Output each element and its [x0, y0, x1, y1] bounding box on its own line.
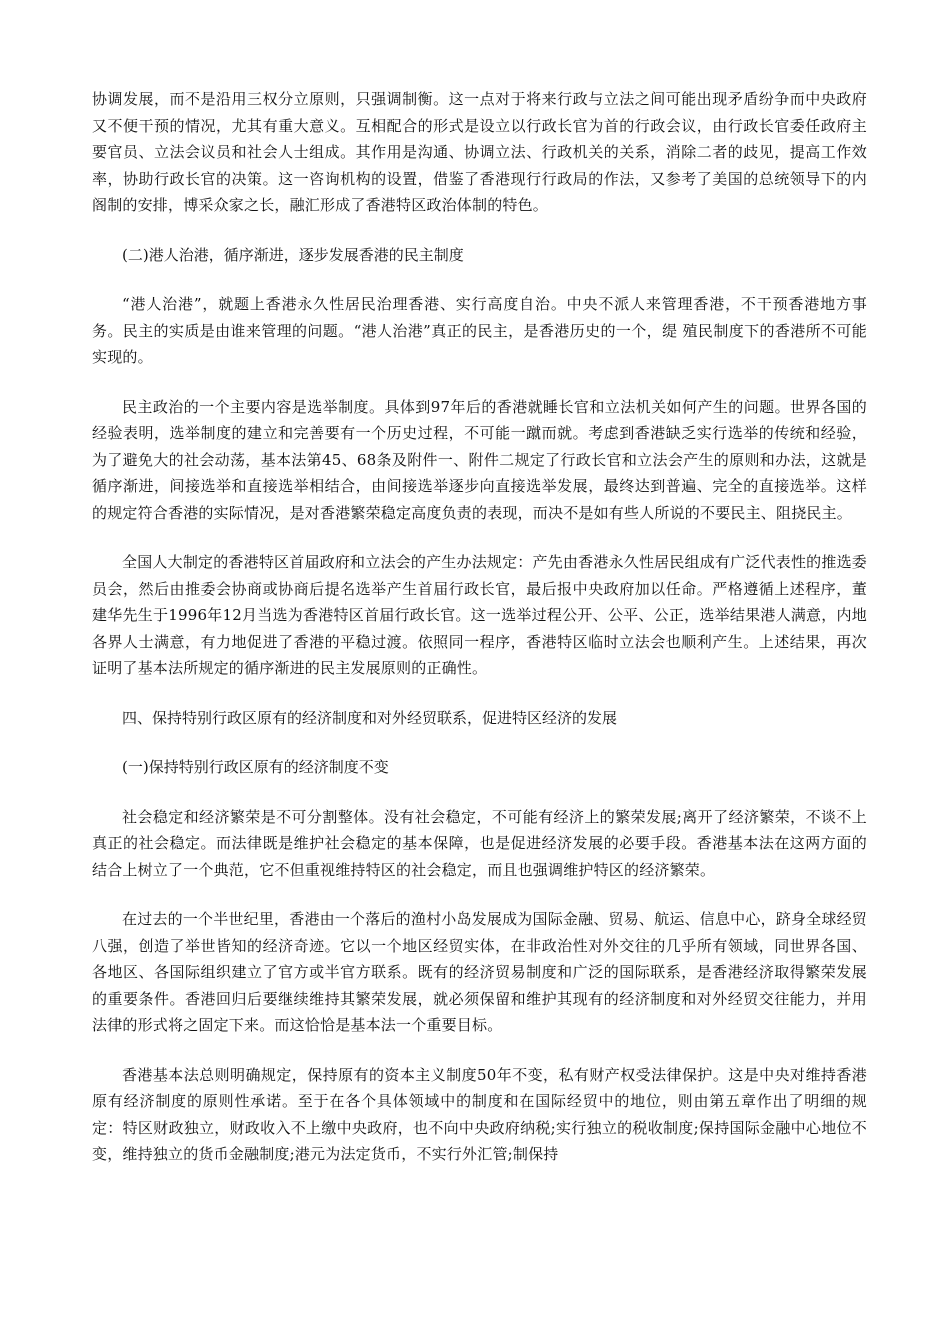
paragraph-stability-prosperity: 社会稳定和经济繁荣是不可分割整体。没有社会稳定，不可能有经济上的繁荣发展;离开了经济繁荣，不谈不上真正的社会稳定。而法律既是维护社会稳定的基本保障，也是促进经济发展的必要手段。香港基本法在这两方面的结合上树立了一个典范，它不但重视维持特区的社会稳定，而且也强调维护特区的经济繁荣。 [92, 807, 867, 879]
paragraph-hk-people-rule: “港人治港”，就题上香港永久性居民治理香港、实行高度自治。中央不派人来管理香港，不干预香港地方事务。民主的实质是由谁来管理的问题。“港人治港”真正的民主，是香港历史的一个，缇 殖民制度下的香港所不可能实现的。 [92, 295, 867, 366]
paragraph-first-government: 全国人大制定的香港特区首届政府和立法会的产生办法规定：产先由香港永久性居民组成有广泛代表性的推选委员会，然后由推委会协商或协商后提名选举产生首届行政长官，最后报中央政府加以任命。严格遵循上述程序，董建华先生于1996年12月当选为香港特区首届行政长官。这一选举过程公开、公平、公正，选举结果港人满意，内地各界人士满意，有力地促进了香港的平稳过渡。依照同一程序，香港特区临时立法会也顺利产生。上述结果，再次证明了基本法所规定的循序渐进的民主发展原则的正确性。 [92, 553, 867, 677]
section-heading-economic-system: 四、保持特别行政区原有的经济制度和对外经贸联系，促进特区经济的发展 [122, 708, 618, 727]
paragraph-political-structure: 协调发展，而不是沿用三权分立原则，只强调制衡。这一点对于将来行政与立法之间可能出现矛盾纷争而中央政府又不便干预的情况，尤其有重大意义。互相配合的形式是设立以行政长官为首的行政会议，由行政长官委任政府主要官员、立法会议员和社会人士组成。其作用是沟通、协调立法、行政机关的关系，消除二者的歧见，提高工作效率，协助行政长官的决策。这一咨询机构的设置，借鉴了香港现行行政局的作法，又参考了美国的总统领导下的内阁制的安排，博采众家之长，融汇形成了香港特区政治体制的特色。 [92, 90, 867, 214]
section-heading-hk-people-rule: (二)港人治港，循序渐进，逐步发展香港的民主制度 [122, 245, 464, 264]
document-page [92, 86, 867, 1191]
subsection-heading-economic-unchanged: (一)保持特别行政区原有的经济制度不变 [122, 758, 389, 776]
paragraph-basic-law-economy: 香港基本法总则明确规定，保持原有的资本主义制度50年不变，私有财产权受法律保护。这是中央对维持香港原有经济制度的原则性承诺。至于在各个具体领域中的制度和在国际经贸中的地位，则由第五章作出了明细的规定：特区财政独立，财政收入不上缴中央政府，也不向中央政府纳税;实行独立的税收制度;保持国际金融中心地位不变，维持独立的货币金融制度;港元为法定货币，不实行外汇管;制保持 [92, 1065, 867, 1163]
paragraph-election-system: 民主政治的一个主要内容是选举制度。具体到97年后的香港就睡长官和立法机关如何产生的问题。世界各国的经验表明，选举制度的建立和完善要有一个历史过程，不可能一蹴而就。考虑到香港缺乏实行选举的传统和经验，为了避免大的社会动荡，基本法第45、68条及附件一、附件二规定了行政长官和立法会产生的原则和办法，这就是循序渐进，间接选举和直接选举相结合，由间接选举逐步向直接选举发展，最终达到普遍、完全的直接选举。这样的规定符合香港的实际情况，是对香港繁荣稳定高度负责的表现，而决不是如有些人所说的不要民主、阻挠民主。 [92, 397, 867, 522]
paragraph-economic-history: 在过去的一个半世纪里，香港由一个落后的渔村小岛发展成为国际金融、贸易、航运、信息中心，跻身全球经贸八强，创造了举世皆知的经济奇迹。它以一个地区经贸实体，在非政治性对外交往的几乎所有领域，同世界各国、各地区、各国际组织建立了官方或半官方联系。既有的经济贸易制度和广泛的国际联系，是香港经济取得繁荣发展的重要条件。香港回归后要继续维持其繁荣发展，就必须保留和维护其现有的经济制度和对外经贸交往能力，并用法律的形式将之固定下来。而这恰恰是基本法一个重要目标。 [92, 910, 867, 1034]
